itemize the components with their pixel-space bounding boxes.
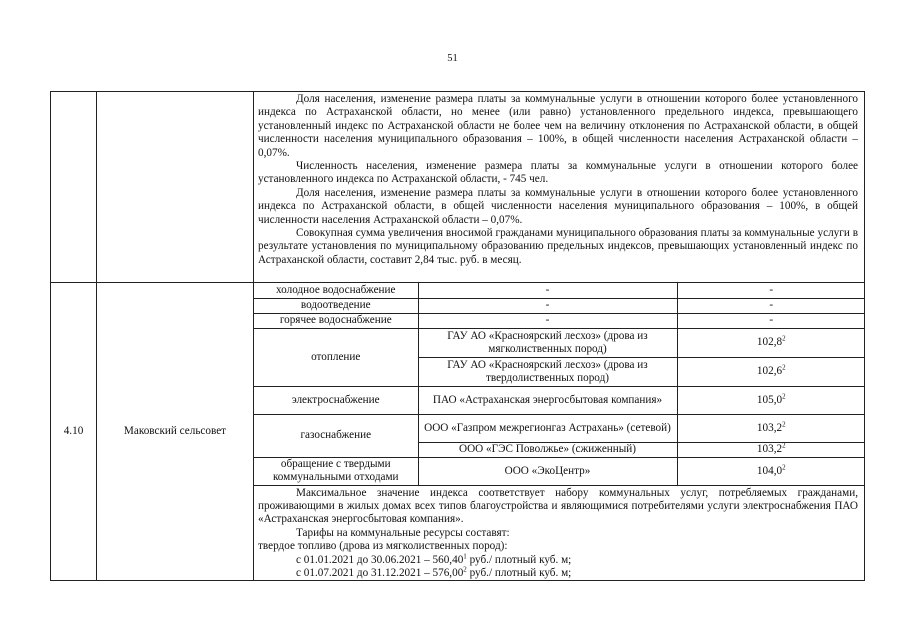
table-row [254,328,865,357]
municipality-name: Маковский сельсовет [97,283,254,581]
table-row [254,457,865,485]
service-label: газоснабжение [254,414,418,457]
main-table [50,91,865,581]
service-label: водоотведение [254,298,418,313]
service-org: ООО «ГЭС Поволжье» (сжиженный) [418,442,677,457]
top-num-cell [51,92,97,283]
service-index: 103,2$^2$ [677,442,865,457]
service-index: - [677,313,865,328]
service-org: - [418,298,677,313]
page-number: 51 [447,53,458,64]
service-index: 102,8$^2$ [677,328,865,357]
paragraph: Численность населения, изменение размера платы за коммунальные услуги в отношении которого более установленного индекса по Астраханской области, - 745 чел. [258,160,858,186]
paragraph: Доля населения, изменение размера платы за коммунальные услуги в отношении которого более установленного индекса по Астраханской области, в общей численности населения муниципального образования – 100%, в общей численности населения Астраханской области – 0,07%. [258,186,858,226]
services-table [254,283,865,486]
table-row [254,283,865,298]
service-index: 102,6$^2$ [677,357,865,386]
service-label: горячее водоснабжение [254,313,418,328]
service-org: ГАУ АО «Красноярский лесхоз» (дрова из твердолиственных пород) [418,357,677,386]
top-text-cell [254,92,865,283]
top-name-cell [97,92,254,283]
paragraph: Доля населения, изменение размера платы за коммунальные услуги в отношении которого более установленного индекса по Астраханской области, но менее (или равно) установленного предельного индекса, превышающего установленный индекс по Астраханской области не более чем на величину отклонения по Астраханской области, в общей численности населения муниципального образования – 100%, в общей численности населения Астраханской области – 0,07%. [258,93,858,159]
service-label: холодное водоснабжение [254,283,418,298]
service-org: ООО «Газпром межрегионгаз Астрахань» (сетевой) [418,414,677,442]
tariff-line: твердое топливо (дрова из мягколиственных пород): [258,540,508,553]
paragraph: Максимальное значение индекса соответствует набору коммунальных услуг, потребляемых гражданами, проживающими в жилых домах всех типов благоустройства и являющимися потребителями услуги электроснабжения ПАО «Астраханская энергосбытовая компания». [258,486,858,526]
paragraph: Совокупная сумма увеличения вносимой гражданами муниципального образования платы за коммунальные услуги в результате установления по муниципальному образованию предельных индексов, превышающих установленный индекс по Астраханской области, составит 2,84 тыс. руб. в месяц. [258,227,858,266]
service-org: ООО «ЭкоЦентр» [418,457,677,485]
service-label: обращение с твердыми коммунальными отходами [254,457,418,485]
service-org: - [418,313,677,328]
table-row [254,298,865,313]
service-org: ГАУ АО «Красноярский лесхоз» (дрова из мягколиственных пород) [418,328,677,357]
service-org: - [418,283,677,298]
service-index: - [677,298,865,313]
service-index: - [677,283,865,298]
service-index: 103,2$^2$ [677,414,865,442]
row-number: 4.10 [51,283,97,581]
services-cell [254,283,865,581]
service-label: отопление [254,328,418,386]
table-row [51,283,865,581]
table-row [254,313,865,328]
paragraph: Тарифы на коммунальные ресурсы составят: [296,526,510,539]
service-index: 104,0$^2$ [677,457,865,485]
service-org: ПАО «Астраханская энергосбытовая компания» [418,386,677,414]
table-row [254,386,865,414]
tariff-line: с 01.01.2021 до 30.06.2021 – 560,40$^1$ руб./ плотный куб. м; [296,551,572,566]
service-label: электроснабжение [254,386,418,414]
table-row [254,414,865,442]
tariff-text [254,486,864,581]
table-row [51,92,865,283]
service-index: 105,0$^2$ [677,386,865,414]
tariff-line: с 01.07.2021 до 31.12.2021 – 576,00$^2$ руб./ плотный куб. м; [296,565,572,579]
